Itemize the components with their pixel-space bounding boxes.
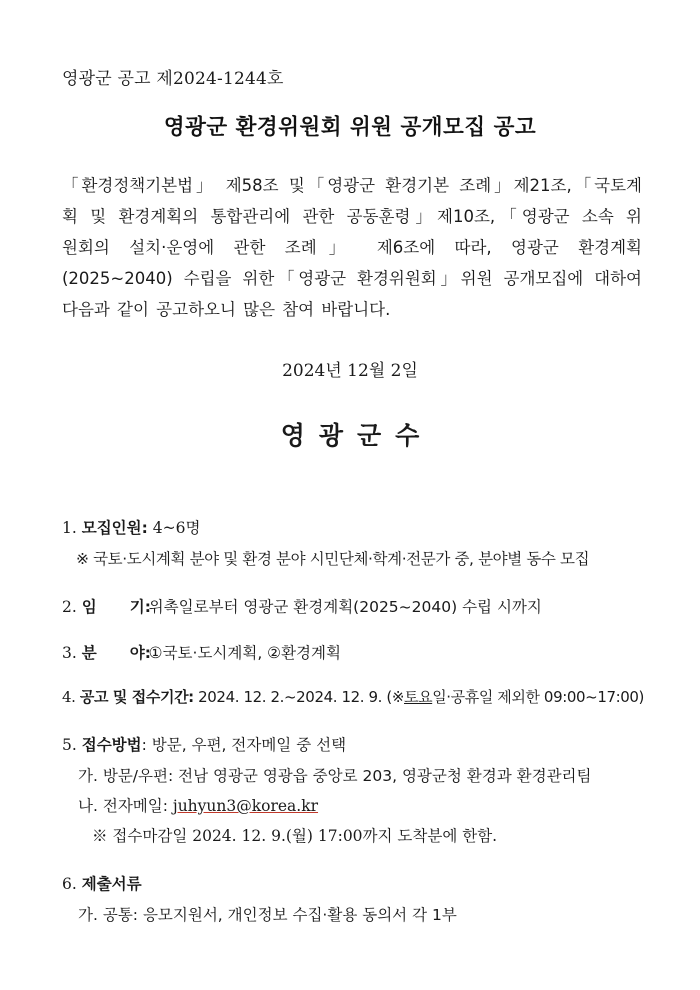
- sub-marker: 가.: [78, 767, 98, 785]
- sub-marker: 나.: [78, 797, 98, 815]
- item-value: 위촉일로부터 영광군 환경계획(2025~2040) 수립 시까지: [148, 598, 542, 616]
- item-recruitment-note: ※ 국토·도시계획 분야 및 환경 분야 시민단체·학계·전문가 중, 분야별 동수 모집: [76, 550, 590, 568]
- signer: 영광군수: [280, 421, 434, 450]
- item-label: 접수방법: [81, 736, 142, 754]
- item-method: [62, 733, 346, 755]
- item-value: ①국토·도시계획, ②환경계획: [148, 644, 341, 662]
- method-email: [78, 794, 318, 816]
- item-number: 6.: [62, 875, 77, 893]
- notice-date: 2024년 12월 2일: [282, 361, 418, 381]
- item-value: 4~6명: [152, 519, 201, 537]
- item-number: 5.: [62, 736, 77, 754]
- sub-text: 방문/우편: 전남 영광군 영광읍 중앙로 203, 영광군청 환경과 환경관리팀: [102, 767, 592, 785]
- item-number: 1.: [62, 519, 77, 537]
- intro-line-2: 획 및 환경계획의 통합관리에 관한 공동훈령」제10조,「영광군 소속 위: [62, 207, 642, 226]
- sub-marker: 가.: [78, 906, 98, 924]
- email-link[interactable]: juhyun3@korea.kr: [172, 797, 319, 815]
- document-title: 영광군 환경위원회 위원 공개모집 공고: [163, 115, 537, 140]
- intro-paragraph: [62, 170, 642, 325]
- item-label: 모집인원:: [81, 519, 148, 537]
- item-recruitment-count: [62, 516, 200, 538]
- item-field: [62, 641, 341, 663]
- item-value: 2024. 12. 2.~2024. 12. 9.: [198, 688, 382, 706]
- method-visit-post: [78, 764, 592, 786]
- item-label: 공고 및 접수기간:: [79, 688, 194, 706]
- item-label-a: 임: [81, 598, 97, 616]
- sub-text: 공통: 응모지원서, 개인정보 수집·활용 동의서 각 1부: [102, 906, 457, 924]
- documents-common: [78, 903, 457, 925]
- sub-text: 전자메일:: [102, 797, 173, 815]
- item-period: [62, 686, 644, 707]
- intro-line-1: 「환경정책기본법」 제58조 및「영광군 환경기본 조례」제21조,「국토계: [62, 176, 642, 195]
- item-number: 2.: [62, 598, 77, 616]
- method-deadline-note: ※ 접수마감일 2024. 12. 9.(월) 17:00까지 도착분에 한함.: [92, 827, 498, 845]
- item-label-a: 분: [81, 644, 97, 662]
- item-value: : 방문, 우편, 전자메일 중 선택: [141, 736, 347, 754]
- item-label-b: 기:: [129, 598, 151, 616]
- item-label-b: 야:: [129, 644, 151, 662]
- intro-line-4: (2025~2040) 수립을 위한「영광군 환경위원회」위원 공개모집에 대하여: [62, 269, 642, 288]
- intro-line-3: 원회의 설치·운영에 관한 조례」 제6조에 따라, 영광군 환경계획: [62, 238, 642, 257]
- item-number: 4.: [62, 688, 76, 706]
- intro-line-5: 다음과 같이 공고하오니 많은 참여 바랍니다.: [62, 300, 391, 319]
- item-label: 제출서류: [81, 875, 142, 893]
- item-documents: [62, 872, 142, 894]
- item-note: (※토요일·공휴일 제외한 09:00~17:00): [386, 688, 644, 706]
- item-term: [62, 595, 542, 617]
- item-number: 3.: [62, 644, 77, 662]
- notice-number: 영광군 공고 제2024-1244호: [62, 69, 284, 89]
